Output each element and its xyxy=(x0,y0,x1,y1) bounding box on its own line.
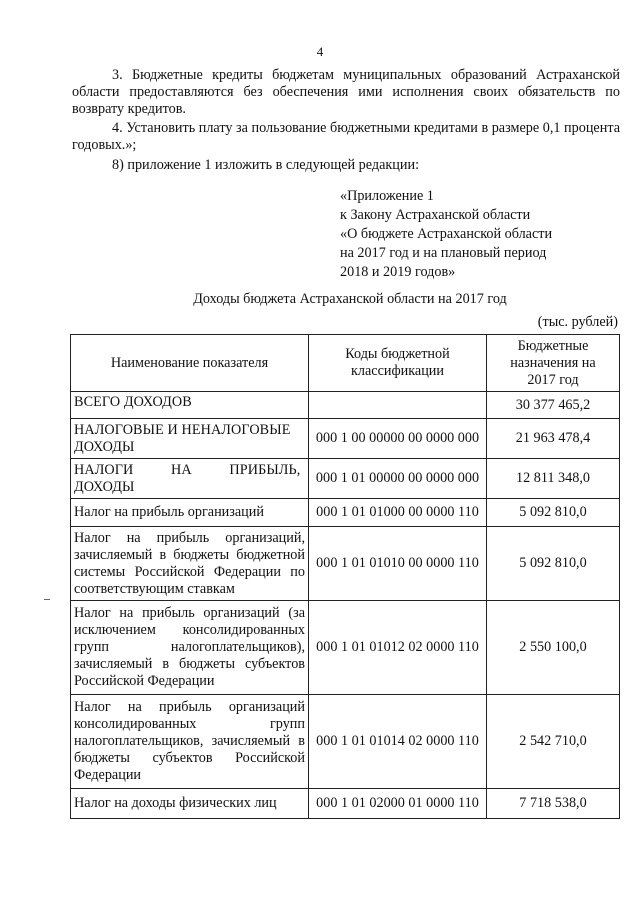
row-name: НАЛОГОВЫЕ И НЕНАЛОГОВЫЕ ДОХОДЫ xyxy=(71,419,309,459)
table-row xyxy=(71,459,620,499)
appendix-line: на 2017 год и на плановый период xyxy=(340,245,547,261)
row-amount: 5 092 810,0 xyxy=(487,527,620,601)
units-label: (тыс. рублей) xyxy=(537,314,618,330)
row-code xyxy=(309,392,487,419)
header-name: Наименование показателя xyxy=(71,335,309,392)
header-amount: Бюджетные назначения на 2017 год xyxy=(487,335,620,392)
table-row xyxy=(71,789,620,819)
margin-mark xyxy=(44,599,50,600)
table-row xyxy=(71,499,620,527)
row-code: 000 1 01 01010 00 0000 110 xyxy=(309,527,487,601)
row-code: 000 1 01 01000 00 0000 110 xyxy=(309,499,487,527)
appendix-line: к Закону Астраханской области xyxy=(340,207,531,223)
row-name: НАЛОГИ НА ПРИБЫЛЬ, ДОХОДЫ xyxy=(71,459,309,499)
row-name: Налог на прибыль организаций, зачисляемый в бюджеты бюджетной системы Российской Федерации по соответствующим ставкам xyxy=(71,527,309,601)
paragraph-appendix-instruction: 8) приложение 1 изложить в следующей редакции: xyxy=(112,157,420,173)
row-name: ВСЕГО ДОХОДОВ xyxy=(71,392,309,419)
paragraph-credit-fee: 4. Установить плату за пользование бюджетными кредитами в размере 0,1 процента годовых.»; xyxy=(72,120,620,153)
row-amount: 21 963 478,4 xyxy=(487,419,620,459)
row-code: 000 1 01 02000 01 0000 110 xyxy=(309,789,487,819)
table-row xyxy=(71,695,620,789)
row-amount: 12 811 348,0 xyxy=(487,459,620,499)
row-amount: 7 718 538,0 xyxy=(487,789,620,819)
row-name: Налог на доходы физических лиц xyxy=(71,789,309,819)
row-code: 000 1 01 01014 02 0000 110 xyxy=(309,695,487,789)
table-row xyxy=(71,392,620,419)
appendix-line: «Приложение 1 xyxy=(340,188,434,204)
table-row xyxy=(71,527,620,601)
paragraph-budget-credits: 3. Бюджетные кредиты бюджетам муниципальных образований Астраханской области предоставляются без обеспечения ими исполнения своих обязательств по возврату кредитов. xyxy=(72,67,620,117)
row-code: 000 1 00 00000 00 0000 000 xyxy=(309,419,487,459)
row-amount: 2 542 710,0 xyxy=(487,695,620,789)
appendix-line: «О бюджете Астраханской области xyxy=(340,226,553,242)
row-amount: 5 092 810,0 xyxy=(487,499,620,527)
income-table xyxy=(70,334,620,819)
row-amount: 30 377 465,2 xyxy=(487,392,620,419)
row-name: Налог на прибыль организаций консолидированных групп налогоплательщиков, зачисляемый в бюджеты субъектов Российской Федерации xyxy=(71,695,309,789)
row-amount: 2 550 100,0 xyxy=(487,601,620,695)
row-name: Налог на прибыль организаций xyxy=(71,499,309,527)
row-name: Налог на прибыль организаций (за исключением консолидированных групп налогоплательщиков), зачисляемый в бюджеты субъектов Российской Федерации xyxy=(71,601,309,695)
table-row xyxy=(71,419,620,459)
page-number: 4 xyxy=(316,44,324,59)
header-code: Коды бюджетной классификации xyxy=(309,335,487,392)
row-code: 000 1 01 01012 02 0000 110 xyxy=(309,601,487,695)
table-title: Доходы бюджета Астраханской области на 2017 год xyxy=(193,291,507,307)
appendix-line: 2018 и 2019 годов» xyxy=(340,264,456,280)
row-code: 000 1 01 00000 00 0000 000 xyxy=(309,459,487,499)
table-header-row xyxy=(71,335,620,392)
table-row xyxy=(71,601,620,695)
appendix-heading xyxy=(340,187,552,282)
